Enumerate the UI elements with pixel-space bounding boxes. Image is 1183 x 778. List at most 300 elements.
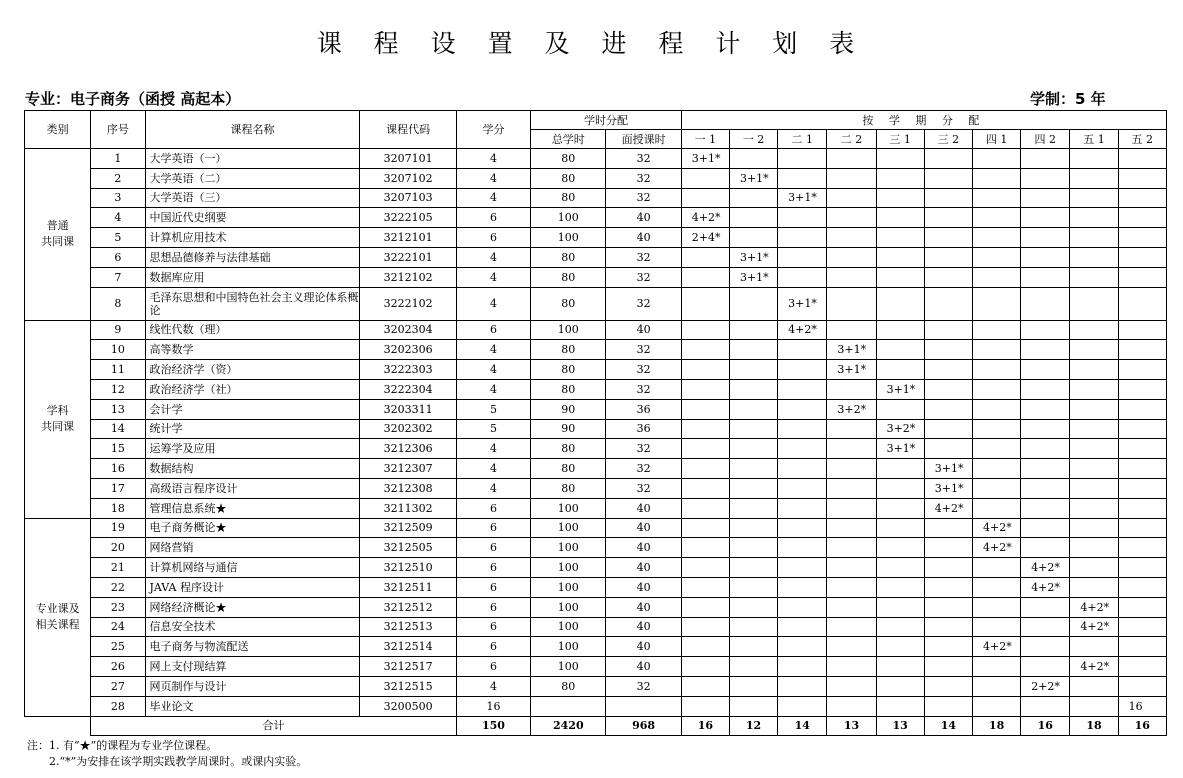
semester-cell <box>972 149 1020 169</box>
semester-cell <box>1021 247 1070 267</box>
semester-cell <box>924 637 972 657</box>
lecture-hours-cell: 32 <box>606 340 681 360</box>
total-hours-cell: 100 <box>531 617 606 637</box>
semester-cell <box>1021 518 1070 538</box>
seq-cell: 18 <box>91 498 145 518</box>
semester-cell <box>924 676 972 696</box>
semester-cell <box>876 228 924 248</box>
total-hours-cell: 100 <box>531 637 606 657</box>
semester-cell <box>1118 320 1166 340</box>
total-semester: 13 <box>827 716 876 736</box>
semester-cell <box>972 208 1020 228</box>
semester-cell <box>729 439 777 459</box>
header-semester: 一 2 <box>729 130 777 149</box>
course-name-cell: 高等数学 <box>145 340 360 360</box>
semester-cell <box>1070 399 1118 419</box>
total-hours-cell: 100 <box>531 208 606 228</box>
lecture-hours-cell: 32 <box>606 676 681 696</box>
total-credit: 150 <box>456 716 530 736</box>
course-name-cell: 中国近代史纲要 <box>145 208 360 228</box>
semester-cell <box>1118 247 1166 267</box>
semester-cell <box>1118 287 1166 320</box>
header-semester: 四 1 <box>972 130 1020 149</box>
header-semester: 二 1 <box>778 130 827 149</box>
credit-cell: 4 <box>456 267 530 287</box>
seq-cell: 12 <box>91 379 145 399</box>
semester-cell <box>924 597 972 617</box>
semester-cell <box>778 267 827 287</box>
course-code-cell: 3212102 <box>360 267 456 287</box>
course-name-cell: 数据库应用 <box>145 267 360 287</box>
course-code-cell: 3212509 <box>360 518 456 538</box>
course-code-cell: 3211302 <box>360 498 456 518</box>
credit-cell: 4 <box>456 459 530 479</box>
semester-cell <box>778 498 827 518</box>
total-hours-cell: 100 <box>531 558 606 578</box>
semester-cell <box>729 459 777 479</box>
semester-cell <box>729 188 777 208</box>
duration-label: 学制：5 年 <box>1030 90 1106 108</box>
major-label: 专业：电子商务（函授 高起本） <box>25 90 241 108</box>
semester-cell <box>1070 538 1118 558</box>
semester-cell <box>1021 538 1070 558</box>
semester-cell <box>1021 696 1070 716</box>
course-code-cell: 3212514 <box>360 637 456 657</box>
lecture-hours-cell: 32 <box>606 149 681 169</box>
semester-cell <box>729 419 777 439</box>
course-code-cell: 3212308 <box>360 478 456 498</box>
course-name-cell: 政治经济学（资） <box>145 360 360 380</box>
semester-cell <box>1070 168 1118 188</box>
semester-cell <box>1118 538 1166 558</box>
course-name-cell: 高级语言程序设计 <box>145 478 360 498</box>
credit-cell: 6 <box>456 617 530 637</box>
credit-cell: 4 <box>456 478 530 498</box>
course-code-cell: 3212306 <box>360 439 456 459</box>
semester-cell <box>778 459 827 479</box>
lecture-hours-cell: 40 <box>606 208 681 228</box>
lecture-hours-cell: 32 <box>606 247 681 267</box>
course-name-cell: 大学英语（一） <box>145 149 360 169</box>
header-total-hours: 总学时 <box>531 130 606 149</box>
semester-cell <box>924 168 972 188</box>
semester-cell <box>827 657 876 677</box>
semester-cell: 3+1* <box>729 267 777 287</box>
semester-cell <box>827 247 876 267</box>
semester-cell <box>827 208 876 228</box>
seq-cell: 28 <box>91 696 145 716</box>
table-row <box>25 439 1167 459</box>
table-row <box>25 657 1167 677</box>
semester-cell <box>1118 399 1166 419</box>
semester-cell <box>778 637 827 657</box>
semester-cell <box>729 538 777 558</box>
semester-cell <box>681 657 729 677</box>
total-hours-cell: 80 <box>531 149 606 169</box>
semester-cell <box>924 538 972 558</box>
seq-cell: 7 <box>91 267 145 287</box>
semester-cell <box>924 399 972 419</box>
semester-cell <box>681 340 729 360</box>
semester-cell <box>827 228 876 248</box>
lecture-hours-cell <box>606 696 681 716</box>
header-semester: 二 2 <box>827 130 876 149</box>
semester-cell <box>1070 676 1118 696</box>
semester-cell <box>1021 188 1070 208</box>
table-header <box>25 111 1167 149</box>
seq-cell: 2 <box>91 168 145 188</box>
semester-cell <box>1021 340 1070 360</box>
credit-cell: 6 <box>456 208 530 228</box>
lecture-hours-cell: 32 <box>606 459 681 479</box>
seq-cell: 21 <box>91 558 145 578</box>
seq-cell: 3 <box>91 188 145 208</box>
semester-cell <box>681 597 729 617</box>
table-row <box>25 637 1167 657</box>
semester-cell <box>876 208 924 228</box>
seq-cell: 13 <box>91 399 145 419</box>
semester-cell <box>778 696 827 716</box>
semester-cell <box>1070 419 1118 439</box>
lecture-hours-cell: 40 <box>606 498 681 518</box>
course-name-cell: 计算机网络与通信 <box>145 558 360 578</box>
credit-cell: 4 <box>456 439 530 459</box>
semester-cell <box>827 149 876 169</box>
semester-cell <box>924 696 972 716</box>
semester-cell <box>924 379 972 399</box>
semester-cell <box>778 228 827 248</box>
footnotes <box>27 738 307 770</box>
semester-cell <box>924 287 972 320</box>
total-hours-cell: 80 <box>531 267 606 287</box>
semester-cell: 2+4* <box>681 228 729 248</box>
semester-cell <box>1070 379 1118 399</box>
semester-cell <box>1070 498 1118 518</box>
seq-cell: 16 <box>91 459 145 479</box>
semester-cell <box>778 360 827 380</box>
semester-cell <box>1021 267 1070 287</box>
semester-cell <box>876 188 924 208</box>
semester-cell <box>778 247 827 267</box>
semester-cell <box>1118 419 1166 439</box>
semester-cell <box>972 399 1020 419</box>
course-name-cell: 线性代数（理） <box>145 320 360 340</box>
total-hours-cell: 90 <box>531 419 606 439</box>
credit-cell: 4 <box>456 149 530 169</box>
table-row <box>25 399 1167 419</box>
lecture-hours-cell: 40 <box>606 657 681 677</box>
semester-cell <box>778 340 827 360</box>
table-row <box>25 287 1167 320</box>
semester-cell <box>876 340 924 360</box>
semester-cell <box>827 188 876 208</box>
semester-cell <box>1118 597 1166 617</box>
lecture-hours-cell: 40 <box>606 597 681 617</box>
semester-cell <box>924 577 972 597</box>
semester-cell <box>924 439 972 459</box>
course-name-cell: 运筹学及应用 <box>145 439 360 459</box>
seq-cell: 22 <box>91 577 145 597</box>
course-code-cell: 3222303 <box>360 360 456 380</box>
total-semester: 18 <box>972 716 1020 736</box>
total-semester: 16 <box>1118 716 1166 736</box>
semester-cell <box>1070 267 1118 287</box>
semester-cell <box>876 498 924 518</box>
category-cell: 普通 共同课 <box>25 149 91 321</box>
semester-cell <box>827 478 876 498</box>
total-blank-cell <box>25 716 91 736</box>
semester-cell <box>1118 360 1166 380</box>
footnote-2: 2.“*”为安排在该学期实践教学周课时。或课内实验。 <box>49 755 308 768</box>
total-hours-cell <box>531 696 606 716</box>
seq-cell: 26 <box>91 657 145 677</box>
course-code-cell: 3212512 <box>360 597 456 617</box>
semester-cell <box>1070 478 1118 498</box>
total-hours-cell: 80 <box>531 287 606 320</box>
semester-cell <box>827 637 876 657</box>
course-code-cell: 3212101 <box>360 228 456 248</box>
semester-cell <box>1070 340 1118 360</box>
header-code: 课程代码 <box>360 111 456 149</box>
semester-cell <box>924 419 972 439</box>
semester-cell <box>1021 459 1070 479</box>
semester-cell: 3+1* <box>924 459 972 479</box>
semester-cell <box>681 360 729 380</box>
course-code-cell: 3222101 <box>360 247 456 267</box>
semester-cell <box>681 399 729 419</box>
course-code-cell: 3200500 <box>360 696 456 716</box>
table-row <box>25 597 1167 617</box>
page-title: 课 程 设 置 及 进 程 计 划 表 <box>316 29 867 58</box>
semester-cell <box>681 637 729 657</box>
semester-cell <box>729 676 777 696</box>
course-name-cell: 数据结构 <box>145 459 360 479</box>
seq-cell: 6 <box>91 247 145 267</box>
semester-cell <box>924 149 972 169</box>
total-hours-cell: 80 <box>531 379 606 399</box>
credit-cell: 4 <box>456 168 530 188</box>
semester-cell: 3+2* <box>827 399 876 419</box>
semester-cell <box>681 419 729 439</box>
semester-cell <box>729 657 777 677</box>
semester-cell <box>778 538 827 558</box>
credit-cell: 4 <box>456 287 530 320</box>
table-row <box>25 208 1167 228</box>
seq-cell: 24 <box>91 617 145 637</box>
semester-cell <box>972 168 1020 188</box>
seq-cell: 1 <box>91 149 145 169</box>
semester-cell: 3+1* <box>827 340 876 360</box>
credit-cell: 6 <box>456 518 530 538</box>
semester-cell <box>972 267 1020 287</box>
semester-cell <box>1070 439 1118 459</box>
table-row <box>25 459 1167 479</box>
semester-cell <box>681 538 729 558</box>
semester-cell <box>876 637 924 657</box>
course-name-cell: 电子商务与物流配送 <box>145 637 360 657</box>
table-row <box>25 577 1167 597</box>
semester-cell <box>972 360 1020 380</box>
course-name-cell: 统计学 <box>145 419 360 439</box>
semester-cell: 3+1* <box>778 287 827 320</box>
semester-cell: 3+1* <box>729 247 777 267</box>
semester-cell <box>681 287 729 320</box>
semester-cell <box>1070 208 1118 228</box>
header-name: 课程名称 <box>145 111 360 149</box>
header-seq: 序号 <box>91 111 145 149</box>
lecture-hours-cell: 40 <box>606 538 681 558</box>
course-name-cell: 网络经济概论★ <box>145 597 360 617</box>
semester-cell <box>1118 439 1166 459</box>
course-code-cell: 3207102 <box>360 168 456 188</box>
semester-cell <box>827 498 876 518</box>
credit-cell: 5 <box>456 399 530 419</box>
semester-cell <box>681 498 729 518</box>
table-row <box>25 320 1167 340</box>
credit-cell: 4 <box>456 676 530 696</box>
semester-cell <box>924 228 972 248</box>
semester-cell <box>876 597 924 617</box>
lecture-hours-cell: 40 <box>606 577 681 597</box>
credit-cell: 6 <box>456 498 530 518</box>
total-semester: 12 <box>729 716 777 736</box>
total-hours-cell: 90 <box>531 399 606 419</box>
semester-cell <box>1070 149 1118 169</box>
semester-cell: 3+1* <box>827 360 876 380</box>
semester-cell <box>972 459 1020 479</box>
seq-cell: 23 <box>91 597 145 617</box>
credit-cell: 16 <box>456 696 530 716</box>
table-row <box>25 696 1167 716</box>
credit-cell: 5 <box>456 419 530 439</box>
semester-cell: 4+2* <box>972 518 1020 538</box>
semester-cell <box>1021 287 1070 320</box>
course-name-cell: 思想品德修养与法律基础 <box>145 247 360 267</box>
semester-cell <box>681 617 729 637</box>
semester-cell: 3+1* <box>924 478 972 498</box>
total-hours-cell: 100 <box>531 597 606 617</box>
credit-cell: 4 <box>456 340 530 360</box>
semester-cell <box>681 478 729 498</box>
seq-cell: 10 <box>91 340 145 360</box>
total-hours-cell: 80 <box>531 439 606 459</box>
semester-cell <box>1118 637 1166 657</box>
semester-cell <box>876 247 924 267</box>
semester-cell <box>1021 168 1070 188</box>
semester-cell <box>1118 168 1166 188</box>
semester-cell <box>1118 617 1166 637</box>
semester-cell <box>924 518 972 538</box>
semester-cell <box>1118 459 1166 479</box>
semester-cell <box>827 419 876 439</box>
semester-cell <box>972 419 1020 439</box>
course-name-cell: 电子商务概论★ <box>145 518 360 538</box>
semester-cell <box>972 498 1020 518</box>
total-semester: 13 <box>876 716 924 736</box>
semester-cell <box>729 360 777 380</box>
course-code-cell: 3207101 <box>360 149 456 169</box>
total-semester: 14 <box>924 716 972 736</box>
semester-cell <box>972 617 1020 637</box>
category-cell: 学科 共同课 <box>25 320 91 518</box>
semester-cell <box>1070 360 1118 380</box>
semester-cell <box>827 538 876 558</box>
semester-cell <box>827 676 876 696</box>
semester-cell <box>876 149 924 169</box>
semester-cell: 4+2* <box>924 498 972 518</box>
semester-cell <box>778 577 827 597</box>
lecture-hours-cell: 32 <box>606 379 681 399</box>
semester-cell <box>972 247 1020 267</box>
semester-cell <box>1021 149 1070 169</box>
lecture-hours-cell: 32 <box>606 188 681 208</box>
header-lecture-hours: 面授课时 <box>606 130 681 149</box>
semester-cell <box>729 228 777 248</box>
total-hours-cell: 100 <box>531 538 606 558</box>
credit-cell: 4 <box>456 247 530 267</box>
lecture-hours-cell: 40 <box>606 518 681 538</box>
semester-cell: 4+2* <box>972 637 1020 657</box>
course-code-cell: 3222304 <box>360 379 456 399</box>
header-semester-group: 按 学 期 分 配 <box>681 111 1166 130</box>
semester-cell <box>681 247 729 267</box>
semester-cell <box>778 208 827 228</box>
footnote-1: 注：1. 有“★”的课程为专业学位课程。 <box>27 739 218 752</box>
total-hours-cell: 100 <box>531 228 606 248</box>
semester-cell <box>1070 287 1118 320</box>
semester-cell <box>1118 149 1166 169</box>
semester-cell <box>1118 267 1166 287</box>
course-name-cell: 政治经济学（社） <box>145 379 360 399</box>
lecture-hours-cell: 32 <box>606 267 681 287</box>
semester-cell <box>729 558 777 578</box>
table-row <box>25 617 1167 637</box>
course-name-cell: 管理信息系统★ <box>145 498 360 518</box>
semester-cell <box>972 597 1020 617</box>
semester-cell <box>924 208 972 228</box>
seq-cell: 19 <box>91 518 145 538</box>
semester-cell <box>972 657 1020 677</box>
semester-cell <box>681 696 729 716</box>
semester-cell <box>972 676 1020 696</box>
semester-cell <box>876 459 924 479</box>
course-code-cell: 3212511 <box>360 577 456 597</box>
semester-cell <box>924 558 972 578</box>
total-hours-cell: 80 <box>531 459 606 479</box>
total-hours-cell: 80 <box>531 676 606 696</box>
course-name-cell: 网络营销 <box>145 538 360 558</box>
semester-cell <box>924 340 972 360</box>
semester-cell <box>972 320 1020 340</box>
credit-cell: 4 <box>456 188 530 208</box>
total-label: 合计 <box>91 716 457 736</box>
semester-cell <box>924 657 972 677</box>
semester-cell <box>729 518 777 538</box>
course-name-cell: 毛泽东思想和中国特色社会主义理论体系概论 <box>145 287 360 320</box>
course-code-cell: 3202302 <box>360 419 456 439</box>
course-name-cell: 计算机应用技术 <box>145 228 360 248</box>
lecture-hours-cell: 32 <box>606 360 681 380</box>
lecture-hours-cell: 32 <box>606 168 681 188</box>
course-code-cell: 3222105 <box>360 208 456 228</box>
table-row <box>25 247 1167 267</box>
semester-cell <box>827 287 876 320</box>
lecture-hours-cell: 36 <box>606 419 681 439</box>
semester-cell <box>827 267 876 287</box>
semester-cell <box>1118 228 1166 248</box>
total-row <box>25 716 1167 736</box>
header-semester: 五 1 <box>1070 130 1118 149</box>
